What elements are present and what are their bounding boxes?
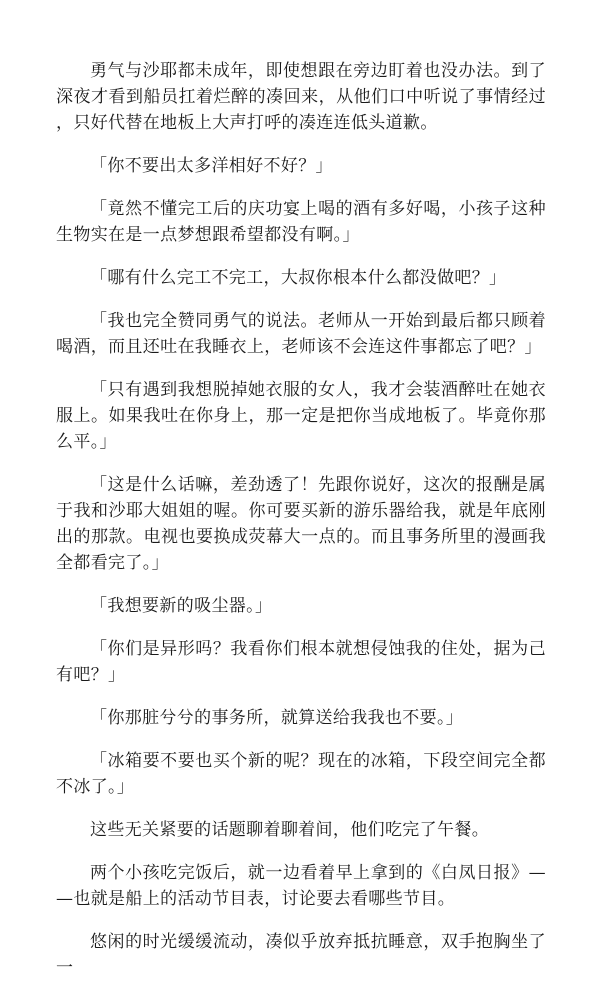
paragraph-2: 「你不要出太多洋相好不好？」 <box>90 156 333 176</box>
paragraph-3: 「竟然不懂完工后的庆功宴上喝的酒有多好喝，小孩子这种生物实在是一点梦想跟希望都没有啊。」 <box>56 199 546 245</box>
paragraph-8: 「我想要新的吸尘器。」 <box>90 596 273 616</box>
paragraph-1: 勇气与沙耶都未成年，即使想跟在旁边盯着也没办法。到了深夜才看到船员扛着烂醉的凑回来，从他们口中听说了事情经过，只好代替在地板上大声打呼的凑连连低头道歉。 <box>56 61 546 133</box>
paragraph-6: 「只有遇到我想脱掉她衣服的女人，我才会装酒醉吐在她衣服上。如果我吐在你身上，那一定是把你当成地板了。毕竟你那么平。」 <box>56 380 546 452</box>
paragraph-7: 「这是什么话嘛，差劲透了！先跟你说好，这次的报酬是属于我和沙耶大姐姐的喔。你可要买新的游乐器给我，就是年底刚出的那款。电视也要换成荧幕大一点的。而且事务所里的漫画我全都看完了。」 <box>56 475 546 573</box>
paragraph-14: 悠闲的时光缓缓流动，凑似乎放弃抵抗睡意，双手抱胸坐了一 <box>56 932 546 978</box>
paragraph-10: 「你那脏兮兮的事务所，就算送给我我也不要。」 <box>90 708 464 728</box>
paragraph-4: 「哪有什么完工不完工，大叔你根本什么都没做吧？」 <box>90 268 507 288</box>
paragraph-5: 「我也完全赞同勇气的说法。老师从一开始到最后都只顾着喝酒，而且还吐在我睡衣上，老师该不会连这件事都忘了吧？」 <box>56 311 546 357</box>
paragraph-13: 两个小孩吃完饭后，就一边看着早上拿到的《白凤日报》——也就是船上的活动节目表，讨论要去看哪些节目。 <box>56 863 546 909</box>
paragraph-9: 「你们是异形吗？我看你们根本就想侵蚀我的住处，据为己有吧？」 <box>56 639 546 685</box>
paragraph-12: 这些无关紧要的话题聊着聊着间，他们吃完了午餐。 <box>90 820 490 840</box>
paragraph-11: 「冰箱要不要也买个新的呢？现在的冰箱，下段空间完全都不冰了。」 <box>56 751 546 797</box>
document-page <box>56 58 546 998</box>
